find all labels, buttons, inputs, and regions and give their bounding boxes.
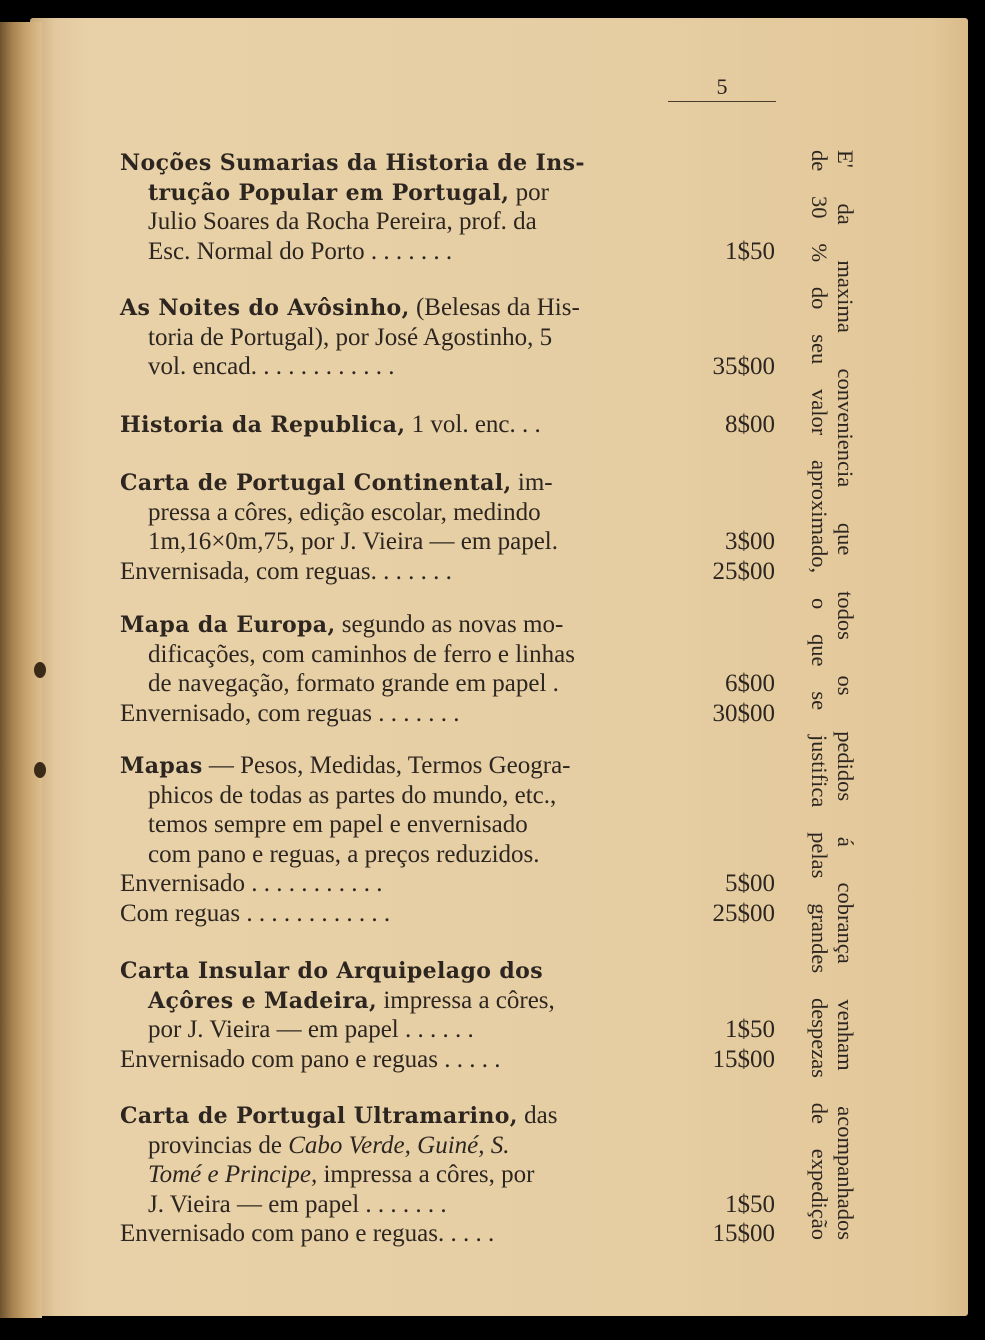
entry-line xyxy=(120,1160,775,1190)
entry-line xyxy=(120,699,775,729)
entry-description: Tomé e Principe, xyxy=(148,1161,318,1189)
entry-description: Envernisado com pano e reguas . . . . . xyxy=(120,1045,501,1073)
entry-title: Carta de Portugal Continental, xyxy=(120,470,512,496)
entry-text xyxy=(120,1101,557,1131)
entry-line xyxy=(120,1219,775,1249)
entry-description: por J. Vieira — em papel . . . . . . xyxy=(148,1016,474,1044)
entry-price: 25$00 xyxy=(712,557,775,585)
entry-description: Cabo Verde, Guiné, S. xyxy=(288,1131,510,1159)
entry-price: 6$00 xyxy=(725,670,775,698)
entry-line xyxy=(120,640,775,670)
entry-text xyxy=(120,148,585,178)
entry-title: trução Popular em Portugal, xyxy=(148,179,510,206)
entry-price: 15$00 xyxy=(712,1045,775,1073)
entry-description: — Pesos, Medidas, Termos Geogra- xyxy=(202,752,571,779)
entry-description: Envernisado . . . . . . . . . . . xyxy=(120,870,383,898)
entry-line xyxy=(120,1190,775,1220)
entry-description: toria de Portugal), por José Agostinho, 5 xyxy=(148,323,553,351)
entry-text xyxy=(120,1045,500,1075)
entry-description: (Belesas da His- xyxy=(409,294,580,321)
entry-description: phicos de todas as partes do mundo, etc., xyxy=(148,781,557,809)
entry-text xyxy=(120,293,580,323)
entry-price: 8$00 xyxy=(725,411,775,438)
entry-description: provincias de xyxy=(148,1131,289,1159)
entry-line xyxy=(120,781,775,811)
entry-description: de navegação, formato grande em papel . xyxy=(148,670,559,698)
entry-text xyxy=(148,1190,447,1220)
entry-line xyxy=(120,468,775,498)
entry-title: Açôres e Madeira, xyxy=(148,987,378,1014)
entry-line xyxy=(120,323,775,353)
entry-price: 1$50 xyxy=(725,1016,775,1044)
entry-line xyxy=(120,293,775,323)
entry-description: vol. encad. . . . . . . . . . . . xyxy=(148,353,395,381)
entry-line xyxy=(120,527,775,557)
entry-text xyxy=(148,527,558,557)
entry-text xyxy=(148,237,452,267)
entry-line xyxy=(120,1045,775,1075)
entry-title: Mapa da Europa, xyxy=(120,612,336,638)
entry-title: Historia da Republica, xyxy=(120,412,406,438)
entry-line xyxy=(120,840,775,870)
entry-description: pressa a côres, edição escolar, medindo xyxy=(148,498,541,526)
entry-text xyxy=(148,840,540,870)
side-note xyxy=(806,150,858,1240)
page-number: 5 xyxy=(716,74,728,99)
entry-description: por xyxy=(509,178,549,206)
binding-mark xyxy=(34,762,46,778)
entry-price: 25$00 xyxy=(712,900,775,927)
entry-text xyxy=(148,323,552,353)
entry-price: 1$50 xyxy=(725,237,775,265)
entry-text xyxy=(120,468,553,498)
entry-text xyxy=(120,610,563,640)
entry-description: im- xyxy=(511,469,553,496)
entry-description: Envernisado com pano e reguas. . . . . xyxy=(120,1220,495,1248)
entry-line xyxy=(120,1131,775,1161)
entry-price: 30$00 xyxy=(712,699,775,727)
entry-line xyxy=(120,237,775,267)
entry-text xyxy=(148,207,537,237)
entry-description: das xyxy=(517,1102,558,1129)
entry-description: 1m,16×0m,75, por J. Vieira — em papel. xyxy=(148,528,558,556)
entry-description: Envernisado, com reguas . . . . . . . xyxy=(120,699,460,727)
entry-title: Noções Sumarias da Historia de Ins- xyxy=(120,150,585,176)
entry-line xyxy=(120,869,775,899)
side-note-line: de 30 % do seu valor aproximado, o que se justifica pelas grandes despezas de expedição xyxy=(807,150,832,1240)
entry-description: com pano e reguas, a preços reduzidos. xyxy=(148,840,540,868)
entry-line xyxy=(120,1015,775,1045)
entry-text xyxy=(120,699,460,729)
entry-description: J. Vieira — em papel . . . . . . . xyxy=(148,1190,447,1218)
entry-text xyxy=(120,557,452,587)
entry-text xyxy=(148,498,541,528)
side-note-line: E' da maxima conveniencia que todos os pedidos á cobrança venham acompanhados xyxy=(833,150,858,1240)
entry-title: As Noites do Avôsinho, xyxy=(120,295,410,321)
entry-price: 1$50 xyxy=(725,1190,775,1218)
entry-text xyxy=(148,781,556,811)
entry-price: 5$00 xyxy=(725,870,775,898)
side-note-text xyxy=(806,150,858,1240)
entry-text xyxy=(148,986,555,1016)
entry-text xyxy=(148,640,575,670)
entry-line xyxy=(120,207,775,237)
entry-price: 35$00 xyxy=(712,353,775,381)
entry-text xyxy=(148,1015,474,1045)
entry-line xyxy=(120,178,775,208)
entry-text xyxy=(148,178,549,208)
entry-text xyxy=(120,869,382,899)
entry-line xyxy=(120,557,775,587)
entry-text xyxy=(120,751,571,781)
entry-description: dificações, com caminhos de ferro e linhas xyxy=(148,640,575,668)
entry-line xyxy=(120,751,775,781)
entry-description: impressa a côres, xyxy=(377,986,555,1014)
entry-line xyxy=(120,498,775,528)
entry-text xyxy=(120,1219,494,1249)
entry-text xyxy=(148,352,394,382)
entry-line xyxy=(120,410,775,440)
entry-description: 1 vol. enc. . . xyxy=(405,411,541,438)
entry-price: 3$00 xyxy=(725,528,775,556)
entry-title: Carta Insular do Arquipelago dos xyxy=(120,958,544,984)
page-number-rule xyxy=(668,101,776,102)
entry-line xyxy=(120,986,775,1016)
book-spine xyxy=(0,22,42,1318)
entry-text xyxy=(148,810,528,840)
entry-description: segundo as novas mo- xyxy=(335,611,564,638)
entry-line xyxy=(120,810,775,840)
entry-title: Carta de Portugal Ultramarino, xyxy=(120,1103,518,1129)
entry-description: Julio Soares da Rocha Pereira, prof. da xyxy=(148,208,537,236)
entry-text xyxy=(148,1160,535,1190)
entry-text xyxy=(148,1131,510,1161)
entry-line xyxy=(120,1101,775,1131)
entry-line xyxy=(120,148,775,178)
entry-line xyxy=(120,669,775,699)
entry-description: impressa a côres, por xyxy=(317,1161,535,1189)
entry-text xyxy=(120,956,543,986)
entry-title: Mapas xyxy=(120,753,203,779)
entry-price: 15$00 xyxy=(712,1220,775,1248)
entry-description: Esc. Normal do Porto . . . . . . . xyxy=(148,237,453,265)
entry-line xyxy=(120,956,775,986)
entry-description: Com reguas . . . . . . . . . . . . xyxy=(120,900,391,927)
entry-text xyxy=(120,410,541,440)
entry-description: temos sempre em papel e envernisado xyxy=(148,811,528,839)
entry-line xyxy=(120,610,775,640)
binding-mark xyxy=(34,662,46,678)
entry-description: Envernisada, com reguas. . . . . . . xyxy=(120,557,452,585)
entry-text xyxy=(120,899,390,929)
entry-text xyxy=(148,669,559,699)
entry-line xyxy=(120,352,775,382)
entry-line xyxy=(120,899,775,929)
